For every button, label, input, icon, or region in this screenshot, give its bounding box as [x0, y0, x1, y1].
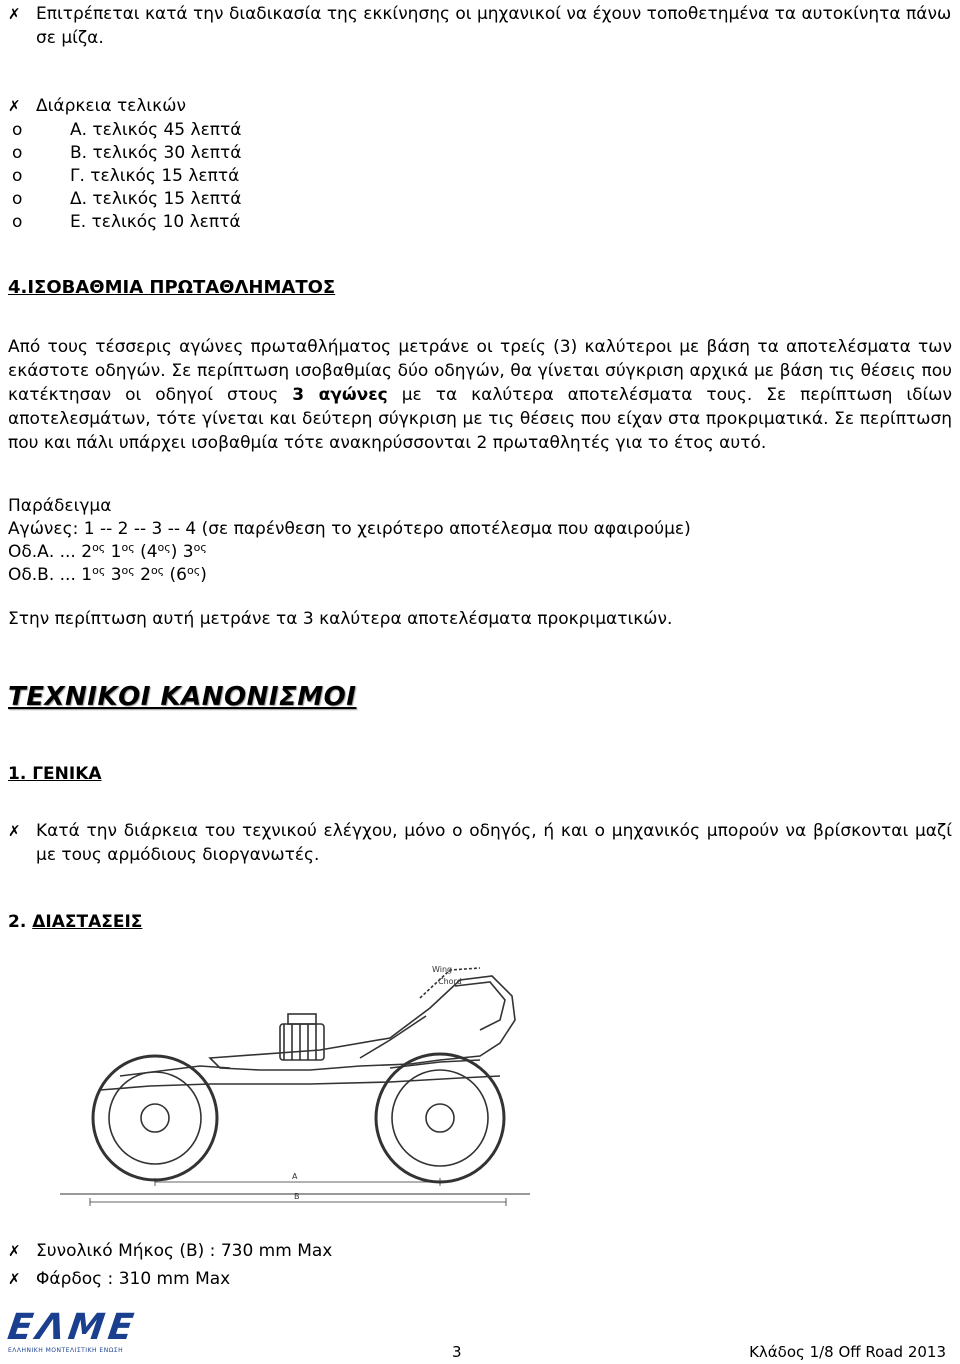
driver-b-result: 1: [81, 565, 93, 585]
ordinal-suffix: ος: [157, 541, 171, 554]
finals-list-item: [8, 141, 241, 165]
cross-bullet-icon: ✗: [8, 1270, 21, 1288]
diagram-label-a: A: [292, 1172, 298, 1181]
footer-class-text: Κλάδος 1/8 Off Road 2013: [749, 1343, 946, 1361]
races-line: Αγώνες: 1 -- 2 -- 3 -- 4 (σε παρένθεση το χειρότερο αποτέλεσμα που αφαιρούμε): [8, 519, 691, 539]
dimensions-heading-text: ΔΙΑΣΤΑΣΕΙΣ: [32, 912, 143, 932]
technical-title: ΤΕΧΝΙΚΟΙ ΚΑΝΟΝΙΣΜΟΙ: [8, 682, 357, 712]
buggy-side-view-diagram: [60, 958, 530, 1213]
tie-paragraph: [8, 335, 952, 455]
finals-list-item: [8, 118, 241, 142]
cross-bullet-icon: ✗: [8, 1242, 21, 1260]
finals-item-text: Δ. τελικός 15 λεπτά: [70, 189, 242, 209]
finals-heading: Διάρκεια τελικών: [36, 96, 186, 116]
circle-bullet-icon: o: [12, 212, 23, 232]
rule-mechanics-item: [8, 2, 952, 50]
general-heading: 1. ΓΕΝΙΚΑ: [8, 764, 102, 784]
elme-logo-subtitle: ΕΛΛΗΝΙΚΗ ΜΟΝΤΕΛΙΣΤΙΚΗ ΕΝΩΣΗ: [8, 1347, 124, 1354]
circle-bullet-icon: o: [12, 143, 23, 163]
driver-b-line: [8, 563, 207, 587]
driver-b-result: (6: [169, 565, 187, 585]
tie-paragraph-start: Από τους τέσσερις αγώνες πρωταθλήματος μετράνε οι τρείς (3) καλύτεροι με βάση τα αποτελέσματα των εκάστοτε οδηγών. Σε περίπτωση ισοβαθμίας δύο οδηγών, θα γίνεται σύγκριση αρχικά με βάση τις θέσεις που κατέκτησαν οι οδηγοί στους: [8, 337, 952, 405]
elme-logo-text: ΕΛΜΕ: [5, 1307, 140, 1348]
ordinal-suffix: ος: [121, 541, 135, 554]
finals-list-item: [8, 164, 239, 188]
spec-length-text: Συνολικό Μήκος (Β) : 730 mm Max: [36, 1241, 333, 1261]
driver-b-label: Οδ.Β. ...: [8, 565, 76, 585]
driver-a-result: (4: [140, 542, 158, 562]
driver-b-result: ): [200, 565, 207, 585]
ordinal-suffix: ος: [193, 541, 207, 554]
finals-item-text: Γ. τελικός 15 λεπτά: [70, 166, 240, 186]
rule-mechanics-text: Επιτρέπεται κατά την διαδικασία της εκκίνησης οι μηχανικοί να έχουν τοποθετημένα τα αυτοκίνητα πάνω σε μίζα.: [36, 4, 952, 48]
driver-a-line: [8, 540, 207, 564]
spec-length-item: [8, 1239, 952, 1263]
dimensions-heading: [8, 910, 142, 934]
driver-a-label: Οδ.Α. ...: [8, 542, 76, 562]
diagram-label-b: B: [294, 1192, 300, 1201]
finals-list-item: [8, 210, 241, 234]
driver-a-result: 2: [81, 542, 93, 562]
ordinal-suffix: ος: [121, 564, 135, 577]
spec-width-item: [8, 1267, 952, 1291]
circle-bullet-icon: o: [12, 120, 23, 140]
driver-a-result: 1: [110, 542, 122, 562]
tie-conclusion: Στην περίπτωση αυτή μετράνε τα 3 καλύτερα αποτελέσματα προκριματικών.: [8, 609, 673, 629]
circle-bullet-icon: o: [12, 189, 23, 209]
page-number: 3: [452, 1343, 462, 1361]
finals-item-text: Β. τελικός 30 λεπτά: [70, 143, 242, 163]
dimensions-heading-number: 2.: [8, 912, 33, 932]
general-rule-item: [8, 819, 952, 867]
spec-width-text: Φάρδος : 310 mm Max: [36, 1269, 231, 1289]
driver-b-result: 2: [140, 565, 151, 585]
cross-bullet-icon: ✗: [8, 5, 21, 23]
ordinal-suffix: ος: [150, 564, 165, 577]
finals-heading-item: [8, 94, 952, 118]
driver-b-result: 3: [110, 565, 122, 585]
finals-item-text: Α. τελικός 45 λεπτά: [70, 120, 242, 140]
circle-bullet-icon: o: [12, 166, 23, 186]
ordinal-suffix: ος: [92, 541, 106, 554]
diagram-label-chord: Chord: [438, 977, 462, 986]
tie-paragraph-rest: με τα καλύτερα αποτελέσματα τους. Σε περίπτωση ιδίων αποτελεσμάτων, τότε γίνεται και δεύτερη σύγκριση με τις θέσεις που είχαν στα προκριματικά. Σε περίπτωση που και πάλι υπάρχει ισοβαθμία τότε ανακηρύσσονται 2 πρωταθλητές για το έτος αυτό.: [8, 385, 952, 453]
diagram-label-wing: Wing: [432, 965, 453, 974]
general-rule-text: Κατά την διάρκεια του τεχνικού ελέγχου, μόνο ο οδηγός, ή και ο μηχανικός μπορούν να βρίσκονται μαζί με τους αρμόδιους διοργανωτές.: [36, 821, 952, 865]
ordinal-suffix: ος: [187, 564, 201, 577]
cross-bullet-icon: ✗: [8, 822, 21, 840]
ordinal-suffix: ος: [92, 564, 106, 577]
finals-list-item: [8, 187, 241, 211]
tie-paragraph-bold: 3 αγώνες: [292, 385, 388, 405]
driver-a-result: ) 3: [170, 542, 194, 562]
example-label: Παράδειγμα: [8, 496, 112, 516]
tie-heading: 4.ΙΣΟΒΑΘΜΙΑ ΠΡΩΤΑΘΛΗΜΑΤΟΣ: [8, 277, 336, 298]
elme-logo: [5, 1307, 173, 1354]
cross-bullet-icon: ✗: [8, 97, 21, 115]
finals-item-text: Ε. τελικός 10 λεπτά: [70, 212, 241, 232]
